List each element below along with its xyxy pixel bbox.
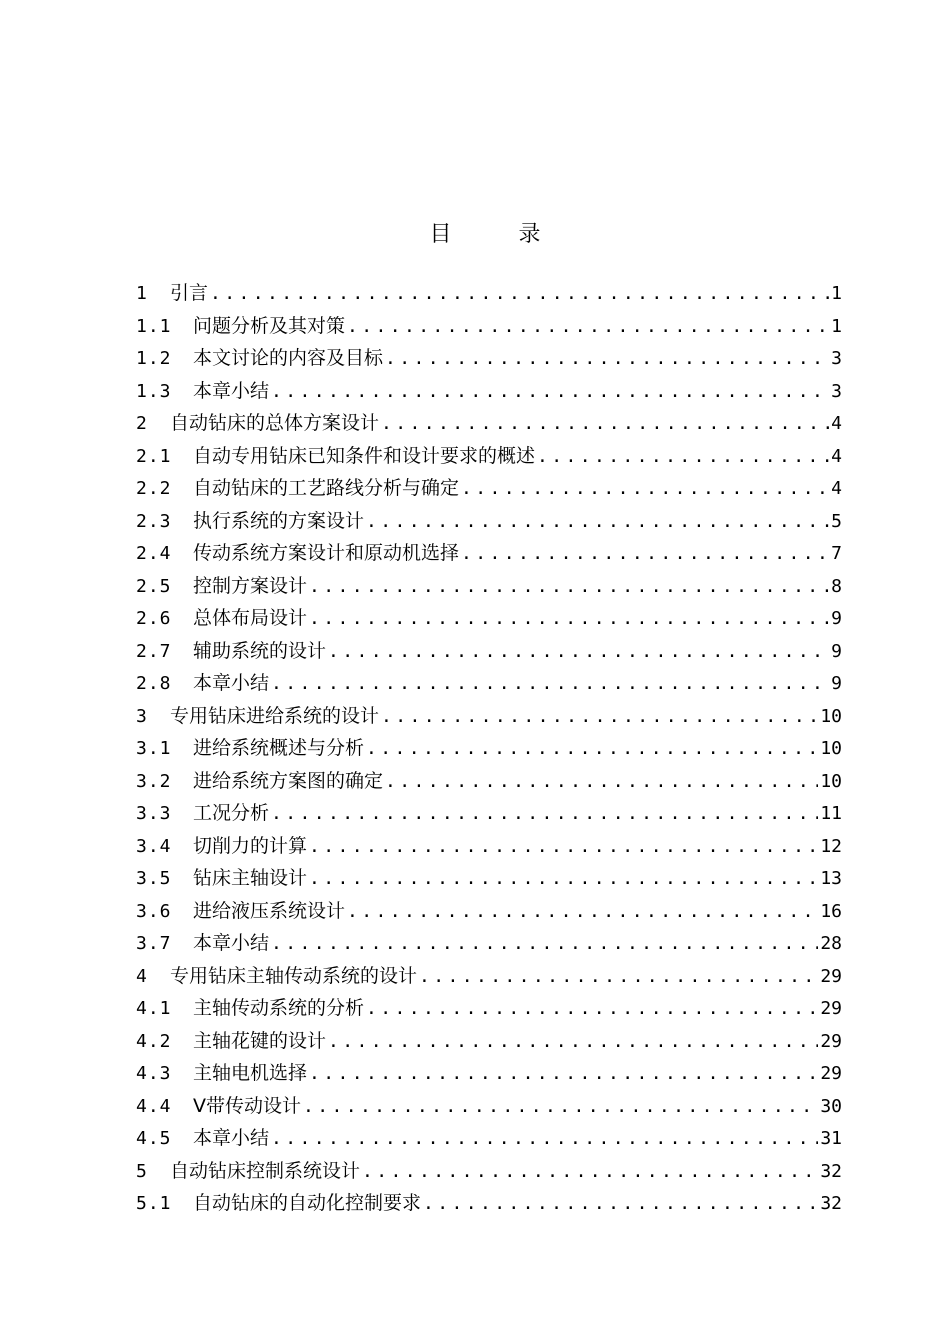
toc-dot-leader xyxy=(326,636,829,668)
toc-entry-number: 2.7 xyxy=(136,640,172,662)
toc-entry-title: 本章小结 xyxy=(193,932,270,954)
toc-entry-title: 总体布局设计 xyxy=(193,607,308,629)
toc-entry[interactable] xyxy=(136,927,842,960)
toc-list xyxy=(136,277,842,1220)
toc-dot-leader xyxy=(535,441,829,473)
toc-entry[interactable] xyxy=(136,407,842,440)
toc-dot-leader xyxy=(307,1058,818,1090)
toc-dot-leader xyxy=(307,831,818,863)
toc-entry-number: 2.4 xyxy=(136,543,172,564)
toc-entry-page: 9 xyxy=(831,640,842,662)
toc-entry[interactable] xyxy=(136,992,842,1025)
toc-entry-title: 主轴花键的设计 xyxy=(193,1029,327,1052)
toc-entry[interactable] xyxy=(136,537,842,570)
toc-entry-title: 自动钻床的总体方案设计 xyxy=(170,412,380,434)
toc-entry-number: 4.1 xyxy=(136,998,172,1019)
toc-entry-page: 13 xyxy=(820,868,842,889)
toc-entry[interactable] xyxy=(136,862,842,895)
toc-entry-title: 进给系统方案图的确定 xyxy=(193,769,384,792)
toc-entry[interactable] xyxy=(136,1122,842,1155)
toc-entry-title: 进给液压系统设计 xyxy=(193,899,346,922)
toc-entry[interactable] xyxy=(136,1057,842,1090)
toc-entry-number: 3.6 xyxy=(136,900,172,922)
toc-entry-number: 1.3 xyxy=(136,380,172,402)
toc-entry[interactable] xyxy=(136,895,842,928)
toc-entry-page: 10 xyxy=(820,705,842,727)
toc-entry-number: 3 xyxy=(136,705,148,727)
toc-dot-leader xyxy=(421,1188,818,1220)
toc-dot-leader xyxy=(301,1091,818,1123)
toc-entry[interactable] xyxy=(136,732,842,765)
toc-entry[interactable] xyxy=(136,635,842,668)
toc-dot-leader xyxy=(459,538,829,570)
toc-dot-leader xyxy=(364,993,818,1025)
toc-entry-page: 4 xyxy=(831,445,842,467)
toc-dot-leader xyxy=(379,408,829,440)
toc-entry[interactable] xyxy=(136,1155,842,1188)
toc-entry[interactable] xyxy=(136,602,842,635)
toc-entry-page: 29 xyxy=(820,965,842,987)
toc-entry-page: 7 xyxy=(831,543,842,564)
toc-entry-title: 问题分析及其对策 xyxy=(193,314,346,337)
toc-entry-number: 2.1 xyxy=(136,445,172,467)
toc-entry-page: 4 xyxy=(831,478,842,499)
toc-entry-page: 1 xyxy=(831,283,842,304)
toc-entry[interactable] xyxy=(136,440,842,473)
toc-dot-leader xyxy=(326,1026,818,1058)
toc-entry-number: 3.3 xyxy=(136,803,172,824)
toc-entry-number: 3.4 xyxy=(136,835,172,857)
toc-entry-number: 1.2 xyxy=(136,348,172,369)
toc-entry-title: 主轴传动系统的分析 xyxy=(193,997,365,1019)
toc-entry-title: 本文讨论的内容及目标 xyxy=(193,347,384,369)
toc-title: 目 录 xyxy=(429,222,571,247)
toc-entry[interactable] xyxy=(136,1025,842,1058)
toc-entry-number: 5 xyxy=(136,1160,148,1182)
toc-entry-page: 10 xyxy=(820,770,842,792)
toc-entry[interactable] xyxy=(136,960,842,993)
toc-entry-page: 5 xyxy=(831,510,842,532)
toc-dot-leader xyxy=(307,603,829,635)
toc-entry-number: 4.4 xyxy=(136,1095,172,1117)
toc-entry-page: 3 xyxy=(831,380,842,402)
toc-entry-title: 进给系统概述与分析 xyxy=(193,737,365,759)
toc-entry[interactable] xyxy=(136,570,842,603)
toc-entry-title: 专用钻床进给系统的设计 xyxy=(170,704,380,727)
toc-entry-page: 29 xyxy=(820,1030,842,1052)
toc-entry[interactable] xyxy=(136,472,842,505)
toc-dot-leader xyxy=(417,961,818,993)
toc-entry-page: 28 xyxy=(820,933,842,954)
toc-entry-number: 2.5 xyxy=(136,575,172,597)
toc-entry-page: 12 xyxy=(820,835,842,857)
toc-entry-title: 传动系统方案设计和原动机选择 xyxy=(193,542,460,564)
toc-entry[interactable] xyxy=(136,342,842,375)
toc-dot-leader xyxy=(364,733,818,765)
toc-entry-title: 工况分析 xyxy=(193,802,270,824)
toc-entry-title: 切削力的计算 xyxy=(193,834,308,857)
toc-entry-number: 5.1 xyxy=(136,1193,172,1214)
toc-entry[interactable] xyxy=(136,310,842,343)
toc-entry-number: 4.3 xyxy=(136,1063,172,1084)
toc-entry-title: 本章小结 xyxy=(193,1127,270,1149)
toc-entry-title: 钻床主轴设计 xyxy=(193,867,308,889)
toc-entry[interactable] xyxy=(136,505,842,538)
toc-dot-leader xyxy=(360,1156,818,1188)
toc-entry-page: 29 xyxy=(820,1063,842,1084)
toc-entry-page: 32 xyxy=(820,1193,842,1214)
toc-entry[interactable] xyxy=(136,830,842,863)
toc-entry-title: 引言 xyxy=(170,282,209,304)
toc-dot-leader xyxy=(269,928,818,960)
toc-entry[interactable] xyxy=(136,667,842,700)
toc-dot-leader xyxy=(208,278,829,310)
toc-dot-leader xyxy=(307,571,829,603)
toc-entry-title: V带传动设计 xyxy=(193,1094,301,1117)
toc-entry-number: 2.8 xyxy=(136,673,172,694)
toc-entry-title: 自动钻床的工艺路线分析与确定 xyxy=(193,477,460,499)
toc-entry-number: 3.1 xyxy=(136,738,172,759)
toc-entry-page: 1 xyxy=(831,315,842,337)
toc-entry[interactable] xyxy=(136,1187,842,1220)
toc-dot-leader xyxy=(269,668,829,700)
toc-dot-leader xyxy=(383,343,829,375)
toc-dot-leader xyxy=(269,798,818,830)
toc-dot-leader xyxy=(345,311,829,343)
toc-dot-leader xyxy=(269,376,829,408)
toc-entry-number: 2.6 xyxy=(136,608,172,629)
toc-entry-page: 11 xyxy=(820,803,842,824)
toc-entry[interactable] xyxy=(136,765,842,798)
toc-entry-page: 3 xyxy=(831,348,842,369)
toc-dot-leader xyxy=(269,1123,818,1155)
toc-entry-title: 自动钻床控制系统设计 xyxy=(170,1159,361,1182)
toc-entry-number: 1 xyxy=(136,283,148,304)
toc-entry[interactable] xyxy=(136,375,842,408)
toc-entry[interactable] xyxy=(136,700,842,733)
toc-entry-number: 1.1 xyxy=(136,315,172,337)
toc-dot-leader xyxy=(307,863,818,895)
toc-entry-page: 29 xyxy=(820,998,842,1019)
toc-entry-page: 4 xyxy=(831,413,842,434)
toc-entry-number: 4.5 xyxy=(136,1128,172,1149)
toc-entry-title: 专用钻床主轴传动系统的设计 xyxy=(170,964,418,987)
toc-dot-leader xyxy=(345,896,818,928)
toc-entry-number: 4 xyxy=(136,965,148,987)
toc-entry-title: 主轴电机选择 xyxy=(193,1062,308,1084)
toc-entry-number: 4.2 xyxy=(136,1030,172,1052)
toc-entry-number: 2.3 xyxy=(136,510,172,532)
toc-entry[interactable] xyxy=(136,277,842,310)
toc-dot-leader xyxy=(364,506,829,538)
toc-entry-page: 31 xyxy=(820,1128,842,1149)
toc-entry-title: 自动专用钻床已知条件和设计要求的概述 xyxy=(193,444,536,467)
toc-entry-page: 8 xyxy=(831,575,842,597)
toc-entry-number: 3.2 xyxy=(136,770,172,792)
toc-dot-leader xyxy=(379,701,818,733)
toc-entry-page: 9 xyxy=(831,608,842,629)
toc-entry-page: 32 xyxy=(820,1160,842,1182)
toc-entry-page: 10 xyxy=(820,738,842,759)
toc-entry-page: 16 xyxy=(820,900,842,922)
toc-entry-number: 3.7 xyxy=(136,933,172,954)
toc-entry-number: 2.2 xyxy=(136,478,172,499)
toc-entry-title: 控制方案设计 xyxy=(193,574,308,597)
toc-entry-title: 本章小结 xyxy=(193,672,270,694)
toc-entry-title: 执行系统的方案设计 xyxy=(193,509,365,532)
toc-entry-title: 辅助系统的设计 xyxy=(193,639,327,662)
toc-dot-leader xyxy=(383,766,818,798)
toc-entry-page: 9 xyxy=(831,673,842,694)
toc-entry-page: 30 xyxy=(820,1095,842,1117)
toc-entry-number: 2 xyxy=(136,413,148,434)
toc-entry[interactable] xyxy=(136,797,842,830)
toc-dot-leader xyxy=(459,473,829,505)
toc-entry-number: 3.5 xyxy=(136,868,172,889)
toc-entry[interactable] xyxy=(136,1090,842,1123)
toc-entry-title: 本章小结 xyxy=(193,379,270,402)
toc-entry-title: 自动钻床的自动化控制要求 xyxy=(193,1192,422,1214)
